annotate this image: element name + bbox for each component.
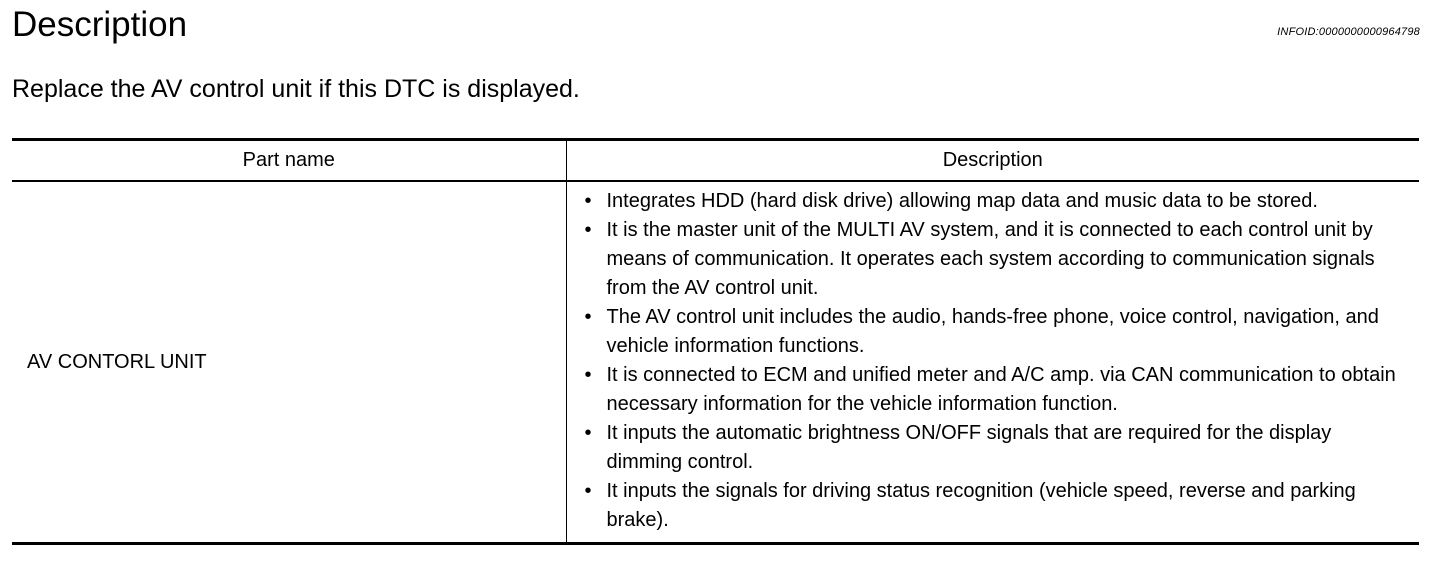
list-item-text: Integrates HDD (hard disk drive) allowing map data and music data to be stored.	[606, 190, 1318, 212]
bullet-icon: •	[584, 190, 592, 212]
part-name-cell: AV CONTORL UNIT	[12, 181, 566, 544]
bullet-icon: •	[584, 306, 592, 328]
list-item-text: It is connected to ECM and unified meter and A/C amp. via CAN communication to obtain necessary information for the vehicle information function.	[606, 364, 1396, 415]
bullet-icon: •	[584, 422, 592, 444]
description-cell	[566, 181, 1419, 544]
list-item	[581, 419, 1412, 477]
table-header-row	[12, 140, 1419, 182]
bullet-icon: •	[584, 364, 592, 386]
intro-text: Replace the AV control unit if this DTC is displayed.	[12, 75, 580, 103]
list-item-text: It inputs the signals for driving status recognition (vehicle speed, reverse and parking brake).	[606, 480, 1356, 531]
table-row	[12, 181, 1419, 544]
bullet-icon: •	[584, 219, 592, 241]
column-header-description: Description	[566, 140, 1419, 182]
parts-table	[12, 138, 1419, 545]
bullet-icon: •	[584, 480, 592, 502]
list-item-text: It inputs the automatic brightness ON/OFF signals that are required for the display dimming control.	[606, 422, 1332, 473]
list-item	[581, 303, 1412, 361]
list-item-text: The AV control unit includes the audio, hands-free phone, voice control, navigation, and vehicle information functions.	[606, 306, 1379, 357]
list-item-text: It is the master unit of the MULTI AV system, and it is connected to each control unit by means of communication. It operates each system according to communication signals from the AV control unit.	[606, 219, 1375, 299]
list-item	[581, 216, 1412, 303]
list-item	[581, 477, 1412, 535]
section-title: Description	[12, 5, 188, 44]
description-list	[581, 187, 1412, 535]
column-header-part-name: Part name	[12, 140, 566, 182]
list-item	[581, 187, 1412, 216]
info-id: INFOID:0000000000964798	[1277, 26, 1420, 38]
list-item	[581, 361, 1412, 419]
